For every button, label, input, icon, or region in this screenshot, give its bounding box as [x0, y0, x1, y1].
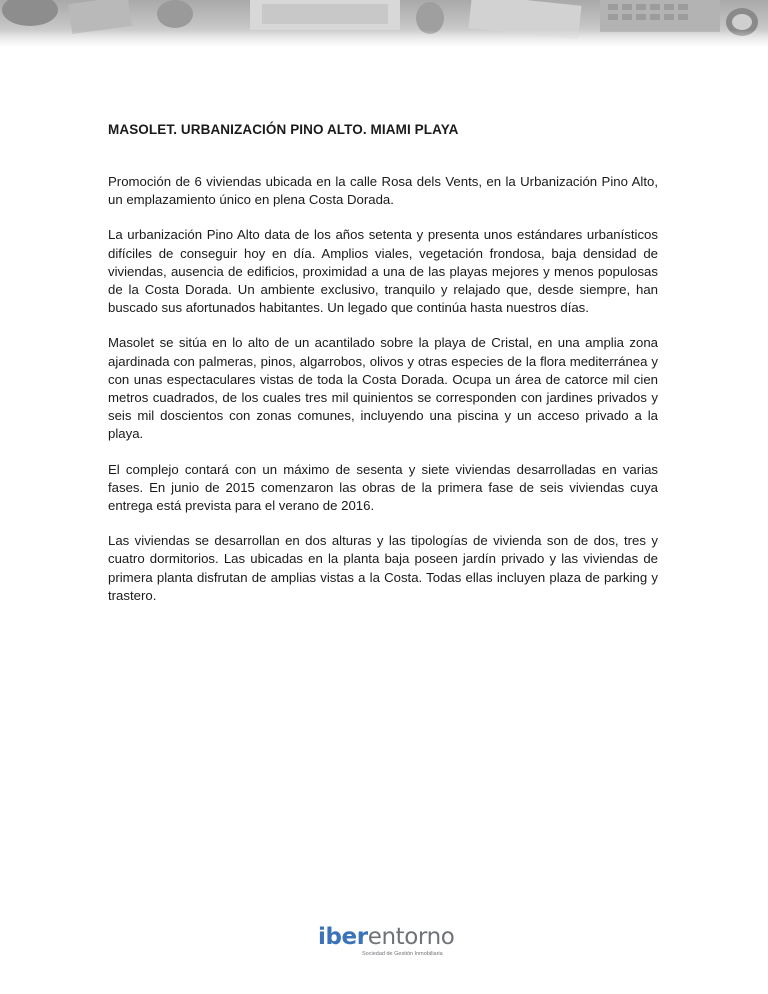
document-title: MASOLET. URBANIZACIÓN PINO ALTO. MIAMI PLAYA [108, 122, 459, 137]
header-banner-photo [0, 0, 768, 46]
paragraph-urbanization: La urbanización Pino Alto data de los años setenta y presenta unos estándares urbanísticos difíciles de conseguir hoy en día. Amplios viales, vegetación frondosa, baja densidad de viviendas, ausencia de edificios, proximidad a una de las playas mejores y menos populosas de la Costa Dorada. Un ambiente exclusivo, tranquilo y relajado que, desde siempre, han buscado sus afortunados habitantes. Un legado que continúa hasta nuestros días. [108, 227, 658, 316]
paragraph-dwellings: Las viviendas se desarrollan en dos alturas y las tipologías de vivienda son de dos, tres y cuatro dormitorios. Las ubicadas en la planta baja poseen jardín privado y las viviendas de primera planta disfrutan de amplias vistas a la Costa. Todas ellas incluyen plaza de parking y trastero. [108, 533, 658, 603]
banner-fade [0, 30, 768, 46]
logo-part-iber: iber [318, 924, 368, 950]
logo-tagline: Sociedad de Gestión Inmobiliaria [362, 951, 443, 957]
paragraph-location: Masolet se sitúa en lo alto de un acantilado sobre la playa de Cristal, en una amplia zona ajardinada con palmeras, pinos, algarrobos, olivos y otras especies de la flora mediterránea y con unas espectaculares vistas de toda la Costa Dorada. Ocupa un área de catorce mil cien metros cuadrados, de los cuales tres mil quinientos se corresponden con jardines privados y seis mil doscientos con zonas comunes, incluyendo una piscina y un acceso privado a la playa. [108, 335, 658, 442]
document-body [108, 120, 658, 622]
logo-part-entorno: entorno [367, 924, 455, 950]
iberentorno-logo [318, 925, 458, 965]
logo-wordmark [318, 925, 458, 949]
paragraph-complex: El complejo contará con un máximo de sesenta y siete viviendas desarrolladas en varias fases. En junio de 2015 comenzaron las obras de la primera fase de seis viviendas cuya entrega está prevista para el verano de 2016. [108, 461, 658, 514]
paragraph-intro: Promoción de 6 viviendas ubicada en la calle Rosa dels Vents, en la Urbanización Pino Alto, un emplazamiento único en plena Costa Dorada. [108, 174, 658, 208]
